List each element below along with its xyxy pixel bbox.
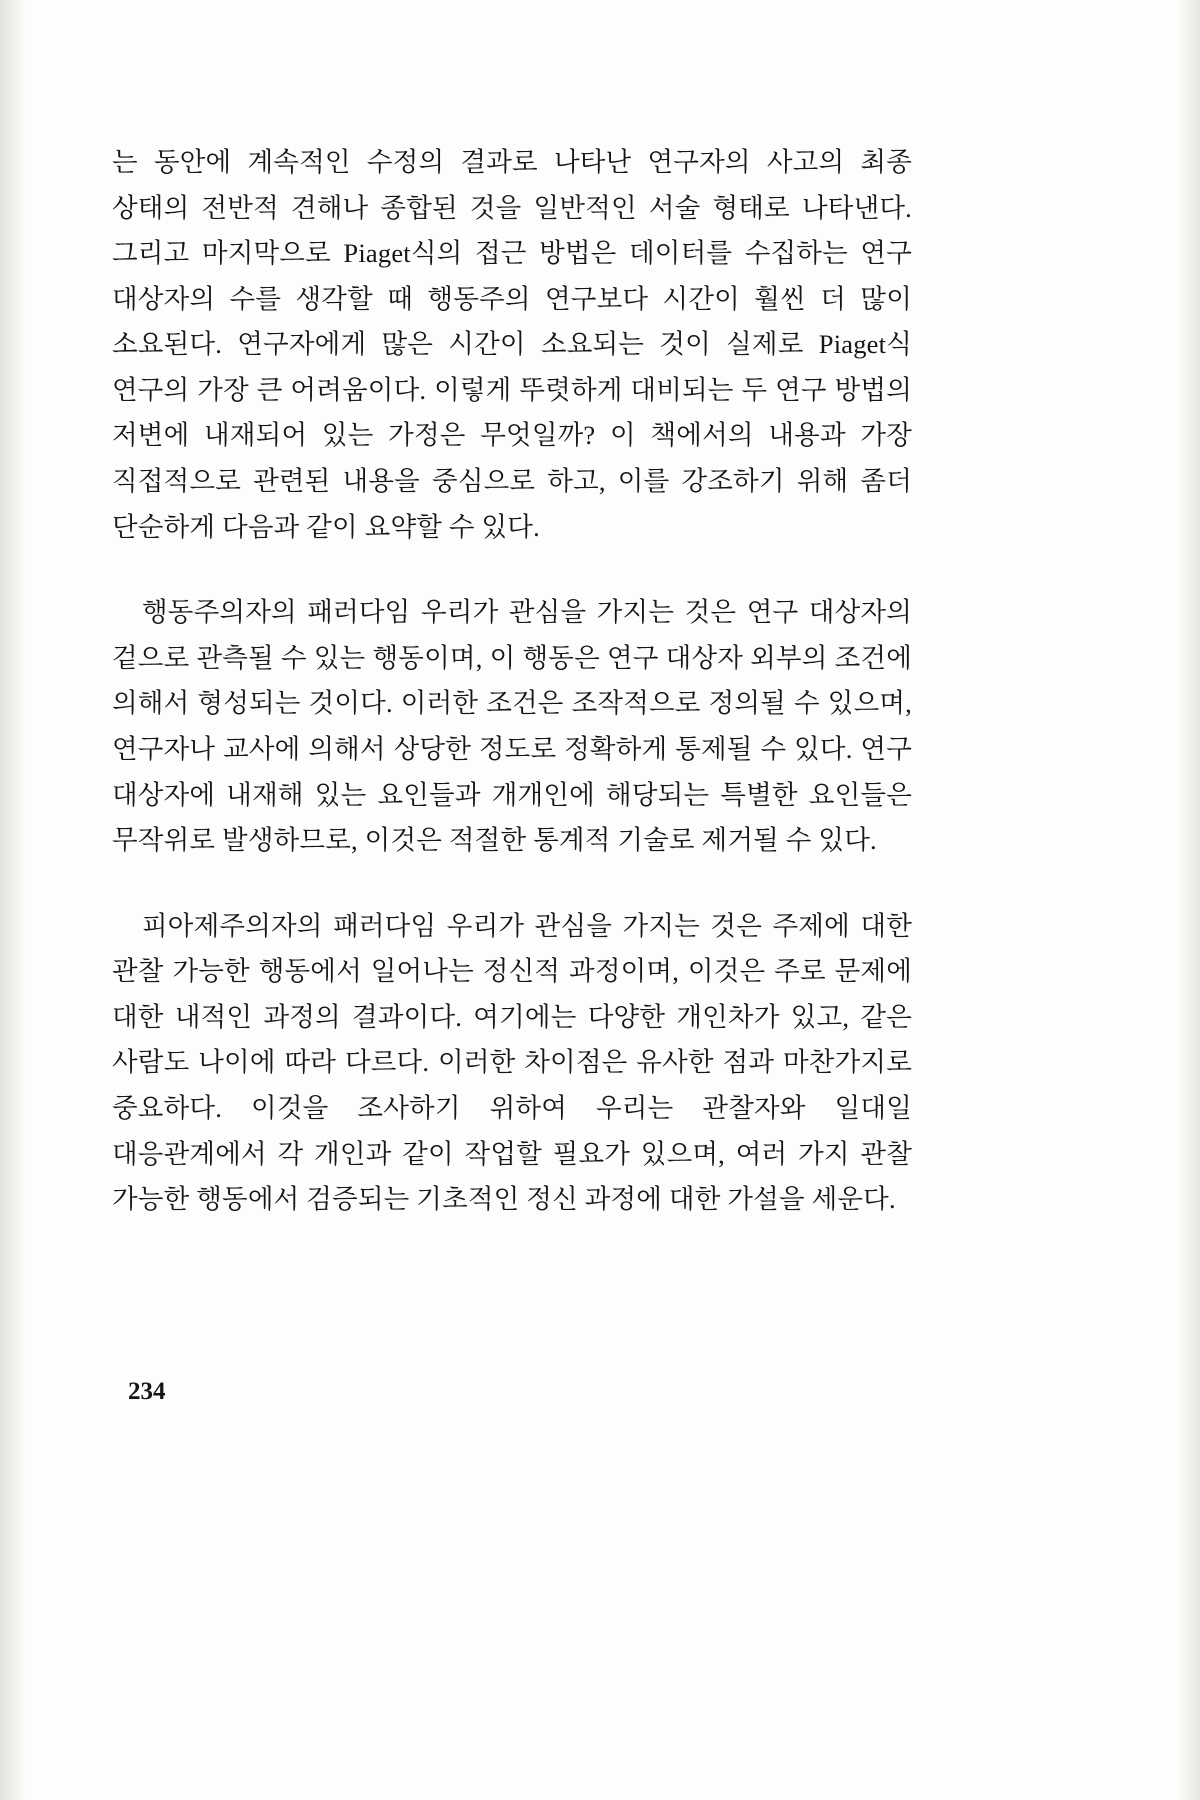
- paragraph-1: 는 동안에 계속적인 수정의 결과로 나타난 연구자의 사고의 최종 상태의 전반적 견해나 종합된 것을 일반적인 서술 형태로 나타낸다. 그리고 마지막으로 Piaget식의 접근 방법은 데이터를 수집하는 연구 대상자의 수를 생각할 때 행동주의 연구보다 시간이 훨씬 더 많이 소요된다. 연구자에게 많은 시간이 소요되는 것이 실제로 Piaget식 연구의 가장 큰 어려움이다. 이렇게 뚜렷하게 대비되는 두 연구 방법의 저변에 내재되어 있는 가정은 무엇일까? 이 책에서의 내용과 가장 직접적으로 관련된 내용을 중심으로 하고, 이를 강조하기 위해 좀더 단순하게 다음과 같이 요약할 수 있다.: [112, 147, 912, 542]
- page-number: 234: [128, 1378, 166, 1405]
- paragraph-2-behaviorist-paradigm: 행동주의자의 패러다임 우리가 관심을 가지는 것은 연구 대상자의 겉으로 관측될 수 있는 행동이며, 이 행동은 연구 대상자 외부의 조건에 의해서 형성되는 것이다. 이러한 조건은 조작적으로 정의될 수 있으며, 연구자나 교사에 의해서 상당한 정도로 정확하게 통제될 수 있다. 연구 대상자에 내재해 있는 요인들과 개개인에 해당되는 특별한 요인들은 무작위로 발생하므로, 이것은 적절한 통계적 기술로 제거될 수 있다.: [112, 597, 912, 856]
- page-text-block: [112, 140, 912, 1223]
- paragraph-3-piagetian-paradigm: 피아제주의자의 패러다임 우리가 관심을 가지는 것은 주제에 대한 관찰 가능한 행동에서 일어나는 정신적 과정이며, 이것은 주로 문제에 대한 내적인 과정의 결과이다. 여기에는 다양한 개인차가 있고, 같은 사람도 나이에 따라 다르다. 이러한 차이점은 유사한 점과 마찬가지로 중요하다. 이것을 조사하기 위하여 우리는 관찰자와 일대일 대응관계에서 각 개인과 같이 작업할 필요가 있으며, 여러 가지 관찰 가능한 행동에서 검증되는 기초적인 정신 과정에 대한 가설을 세운다.: [112, 910, 912, 1215]
